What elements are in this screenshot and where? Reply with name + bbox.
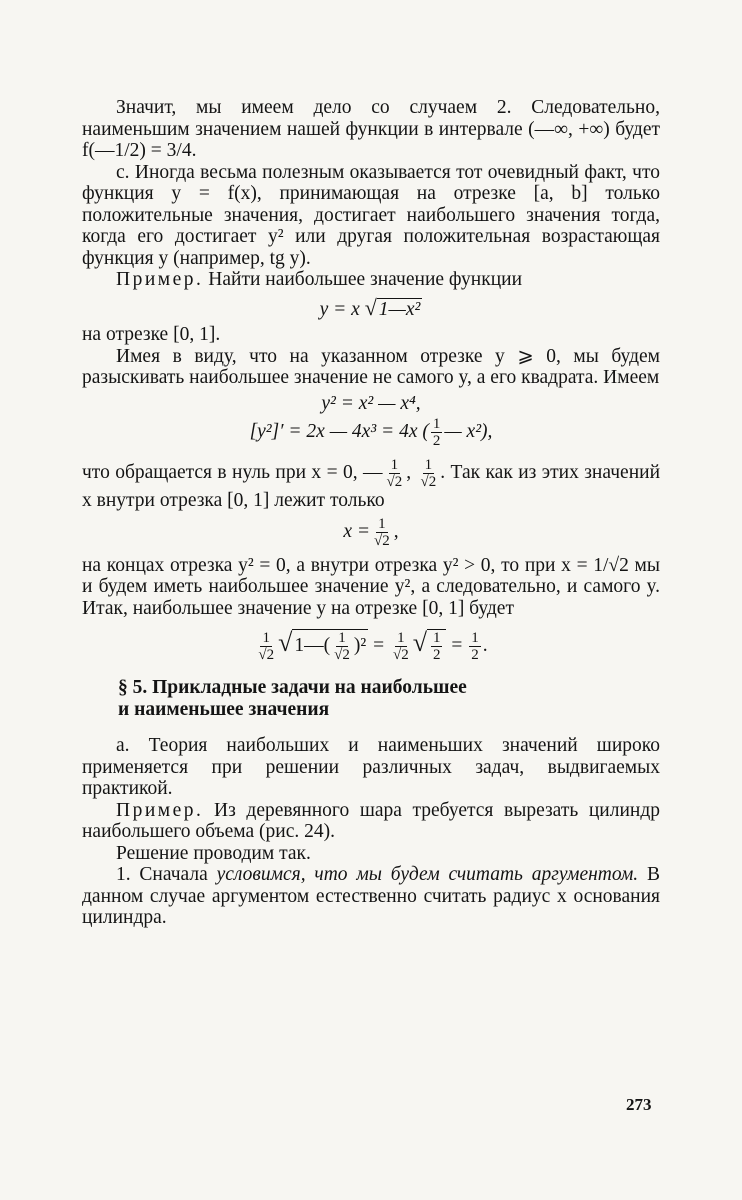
formula-result: $\frac{1}{√2}$ √ 1—( $\frac{1}{√2}$ )² = $\frac{1}{√2}$ √ $\frac{1}{2}$ = $\frac{1}{2}$ .: [258, 627, 488, 663]
fraction-inv-sqrt2: $\frac{1}{√2}$: [420, 457, 437, 490]
paragraph-2: с. Иногда весьма полезным оказывается тот очевидный факт, что функция y = f(x), принимающая на отрезке [a, b] только положительные значения, достигает наибольшего значения тогда, когда его достигает y² или другая положительная возрастающая функция y (например, tg y).: [82, 161, 660, 269]
fraction-half: $\frac{1}{2}$: [432, 416, 441, 449]
fraction-neg-inv-sqrt2: $\frac{1}{√2}$: [386, 457, 403, 490]
paragraph-6: что обращается в нуль при x = 0, — $\frac{1}{√2}$ , $\frac{1}{√2}$ . Так как из этих значений x внутри отрезка [0, 1] лежит только: [82, 457, 661, 511]
paragraph-10: Решение проводим так.: [116, 842, 311, 864]
paragraph-7: на концах отрезка y² = 0, а внутри отрезка y² > 0, то при x = 1/√2 мы и будем иметь наибольшее значение y², а следовательно, и самого y. Итак, наибольшее значение y на отрезке [0, 1] будет: [82, 554, 660, 619]
section-heading-line-1: § 5. Прикладные задачи на наибольшее: [118, 677, 467, 698]
paragraph-8: а. Теория наибольших и наименьших значений широко применяется при решении различных задач, выдвигаемых практикой.: [82, 735, 660, 799]
text-column: [82, 97, 660, 929]
example-label: Пример.: [116, 269, 204, 290]
page-number: 273: [626, 1095, 652, 1114]
paragraph-example-2: Пример. Из деревянного шара требуется вырезать цилиндр наибольшего объема (рис. 24).: [82, 799, 660, 842]
formula-radicand: 1—x²: [378, 298, 421, 320]
formula-lhs: y = x: [319, 298, 360, 320]
section-heading-line-2: и наименьшее значения: [118, 699, 330, 720]
formula-square: y² = x² — x⁴,: [321, 392, 421, 414]
paragraph-interval: на отрезке [0, 1].: [82, 324, 221, 345]
formula-x-value: x = $\frac{1}{√2}$ ,: [343, 515, 399, 549]
paragraph-1: Значит, мы имеем дело со случаем 2. Следовательно, наименьшим значением нашей функции в интервале (—∞, +∞) будет f(—1/2) = 3/4.: [82, 97, 660, 161]
paragraph-11: 1. Сначала условимся, что мы будем считать аргументом. В данном случае аргументом естественно считать радиус x основания цилиндра.: [82, 864, 660, 928]
formula-derivative: [y²]′ = 2x — 4x³ = 4x ( $\frac{1}{2}$ — x²),: [249, 416, 493, 449]
paragraph-5: Имея в виду, что на указанном отрезке y ⩾ 0, мы будем разыскивать наибольшее значение не самого y, а его квадрата. Имеем: [82, 345, 660, 388]
section-heading: [82, 677, 660, 721]
paragraph-example-1: [82, 269, 660, 291]
formula-function: y = x √ 1—x²: [319, 294, 421, 320]
example-text: Найти наибольшее значение функции: [203, 269, 523, 290]
